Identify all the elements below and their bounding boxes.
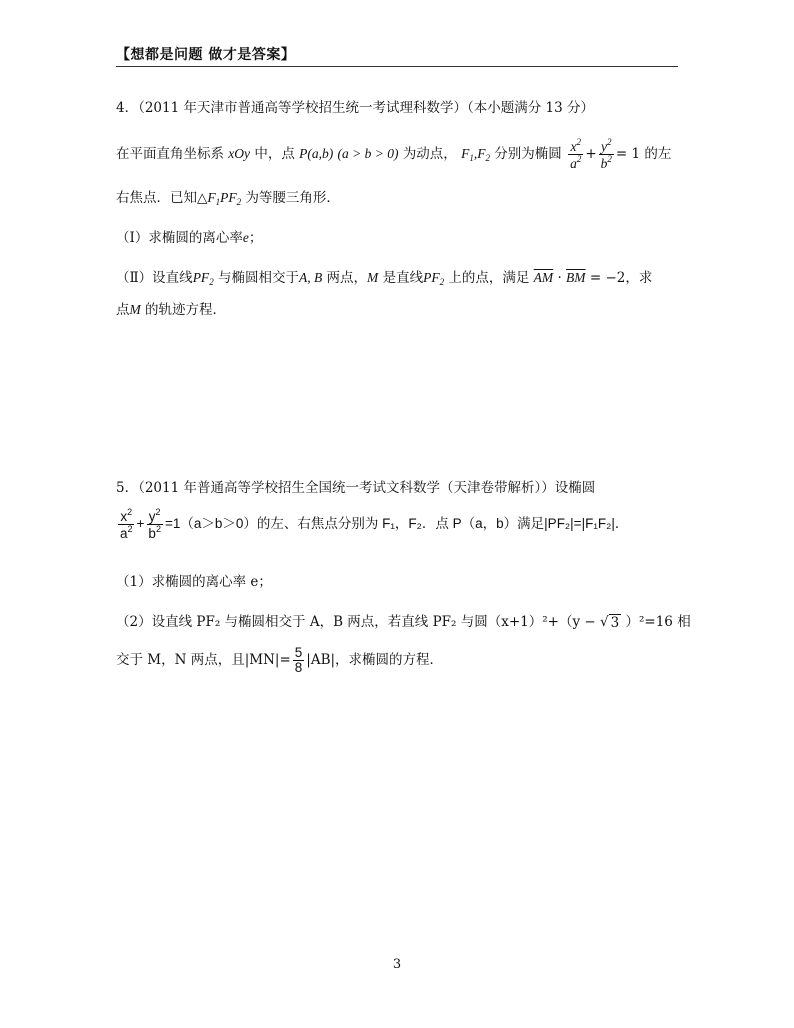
page-number: 3 (392, 957, 402, 972)
ellipse-y-fraction: $\frac{y^2}{b^2}$ (600, 137, 612, 172)
problem4-line2: 右焦点．已知$\triangle F_1PF_2$ 为等腰三角形． (116, 190, 340, 207)
problem4-heading: 4．（2011 年天津市普通高等学校招生统一考试理科数学）（本小题满分 13 分） (116, 100, 594, 116)
problem5-part2-line2: 交于 M，N 两点，且|MN|= $\frac{5}{8}$ |AB|，求椭圆的方程． (116, 645, 444, 676)
problem4-part1: （Ⅰ）求椭圆的离心率e； (116, 230, 263, 246)
problem4-line1: 在平面直角坐标系 xOy 中，点 P(a,b) (a > b > 0) 为动点， $F_1,F_2$ 分别为椭圆 $\frac{x^2}{a^2}$ + $\frac{y^2}{b^2}$ = 1 的左 (116, 137, 672, 172)
problem5-part2-line1: （2）设直线 PF₂ 与椭圆相交于 A，B 两点，若直线 PF₂ 与圆（x+1）²+（y − √ 3 ）²=16 相 (116, 614, 691, 631)
sqrt-symbol: √ 3 (600, 614, 620, 631)
problem5-heading: 5．（2011 年普通高等学校招生全国统一考试文科数学（天津卷带解析））设椭圆 (116, 480, 596, 496)
ellipse-y-fraction: $\frac{y^2}{b^2}$ (148, 507, 161, 542)
problem4-part2-line2: 点M 的轨迹方程． (116, 302, 227, 318)
mn-ab-ratio-fraction: $\frac{5}{8}$ (294, 645, 303, 676)
header-rule (116, 66, 678, 67)
problem4-part2-line1: （Ⅱ）设直线$PF_2$ 与椭圆相交于A, B 两点，M 是直线$PF_2$ 上的点，满足 $\overline{AM} \cdot \overline{BM} = -2$，求 (116, 270, 653, 287)
problem5-part1: （1）求椭圆的离心率 e； (116, 574, 272, 590)
problem5-line1: $\frac{x^2}{a^2}$ + $\frac{y^2}{b^2}$ =1（a＞b＞0）的左、右焦点分别为 F₁，F₂．点 P（a，b）满足|PF₂|=|F₁F₂|． (120, 507, 629, 542)
page-header: 【想都是问题 做才是答案】 (116, 47, 296, 63)
ellipse-x-fraction: $\frac{x^2}{a^2}$ (120, 507, 133, 542)
ellipse-x-fraction: $\frac{x^2}{a^2}$ (570, 137, 582, 172)
